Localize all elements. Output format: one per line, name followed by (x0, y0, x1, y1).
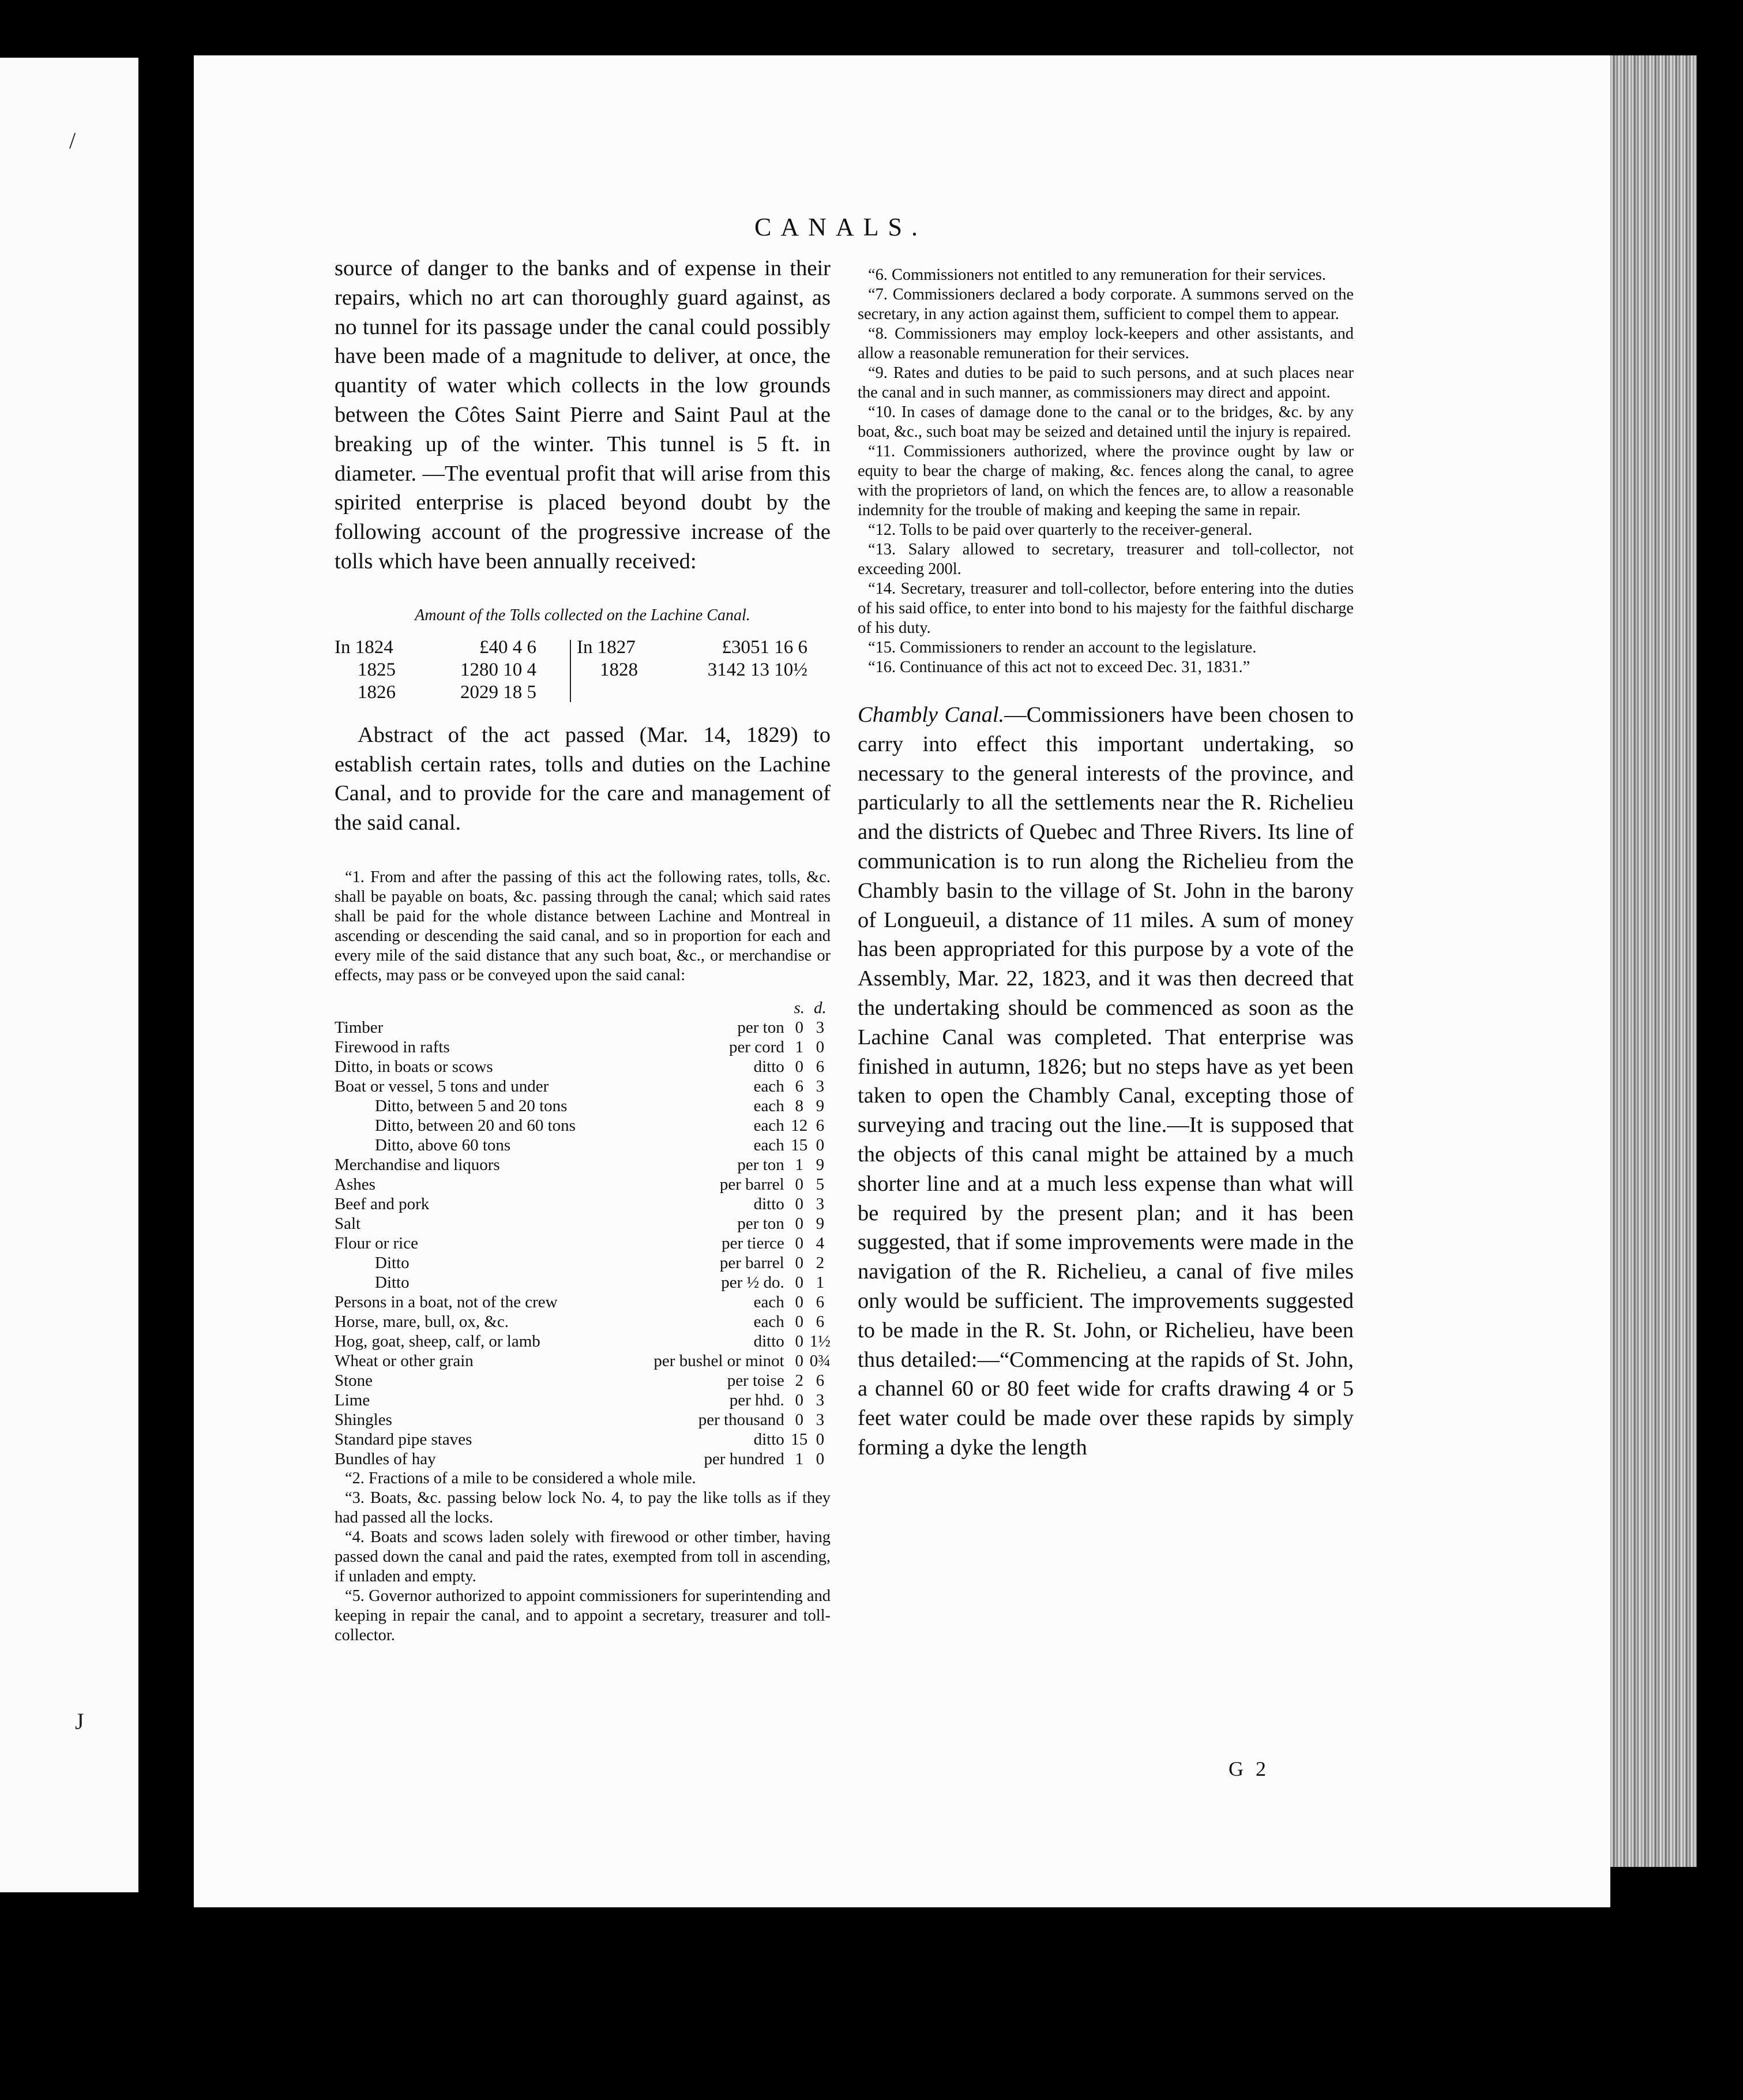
rate-shillings: 1 (795, 1037, 803, 1056)
rate-row (335, 1253, 831, 1273)
tolls-heading: Amount of the Tolls collected on the Lachine Canal. (415, 606, 750, 624)
rate-row (335, 1233, 831, 1253)
act-clauses-6-16 (858, 265, 1354, 677)
rate-unit: per ton (737, 1018, 784, 1037)
rate-unit: per ton (737, 1155, 784, 1174)
rate-item: Firewood in rafts (335, 1037, 450, 1056)
intro-paragraph: source of danger to the banks and of expense in their repairs, which no art can thoroughly guard against, as no tunnel for its passage under the canal could possibly have been made of a magnitude to deliver, at once, the quantity of water which collects in the low grounds between the Côtes Saint Pierre and Saint Paul at the breaking up of the winter. This tunnel is 5 ft. in diameter. —The eventual profit that will arise from this spirited enterprise is placed beyond doubt by the following account of the progressive increase of the tolls which have been annually received: (335, 256, 831, 573)
rate-item: Lime (335, 1390, 370, 1409)
rate-pence: 0¾ (809, 1351, 831, 1370)
rate-unit: per thousand (698, 1410, 784, 1429)
rate-item: Beef and pork (335, 1194, 430, 1213)
act-clause: “13. Salary allowed to secretary, treasurer and toll-collector, not exceeding 200l. (858, 541, 1354, 578)
rate-pence: 3 (816, 1018, 825, 1037)
act-clause: “7. Commissioners declared a body corporate. A summons served on the secretary, in any action against them, sufficient to compel them to appear. (858, 286, 1354, 323)
toll-amount: 2029 18 5 (460, 681, 536, 703)
rate-item: Boat or vessel, 5 tons and under (335, 1077, 549, 1096)
rate-item: Wheat or other grain (335, 1351, 474, 1370)
rate-shillings: 6 (795, 1077, 803, 1096)
scan-mark: J (75, 1708, 84, 1734)
toll-year: 1828 (600, 659, 638, 680)
adjacent-page-edge (0, 58, 138, 1892)
act-clause: “2. Fractions of a mile to be considered a whole mile. (345, 1469, 696, 1487)
act-clause-1: “1. From and after the passing of this act the following rates, tolls, &c. shall be payable on boats, &c. passing through the canal; which said rates shall be paid for the whole distance between Lachine and Montreal in ascending or descending the said canal, and so in proportion for each and every mile of the said distance that any such boat, &c., or merchandise or effects, may pass or be conveyed upon the said canal: (335, 868, 831, 984)
rate-shillings: 12 (791, 1116, 808, 1135)
rate-pence: 5 (816, 1175, 825, 1194)
rate-pence: 6 (816, 1371, 825, 1390)
rate-pence: 9 (816, 1155, 825, 1174)
rate-unit: per cord (728, 1037, 784, 1056)
rate-pence: 0 (816, 1449, 825, 1468)
right-column (858, 265, 1354, 1462)
toll-amount: £3051 16 6 (722, 636, 807, 658)
rate-unit: each (753, 1135, 784, 1154)
rate-pence: 9 (816, 1214, 825, 1233)
rate-unit: each (753, 1116, 784, 1135)
rate-unit: ditto (753, 1332, 784, 1351)
act-clause: “15. Commissioners to render an account to the legislature. (868, 639, 1257, 657)
rate-row (335, 1155, 831, 1175)
rate-unit: per ½ do. (721, 1273, 784, 1292)
toll-row (358, 681, 536, 704)
rates-table (335, 998, 831, 1469)
rate-unit: per barrel (719, 1253, 784, 1272)
rate-shillings: 8 (795, 1096, 803, 1115)
rate-pence: 3 (816, 1077, 825, 1096)
rate-pence: 4 (816, 1233, 825, 1252)
rate-unit: each (753, 1292, 784, 1311)
toll-row (335, 636, 536, 659)
act-clause: “14. Secretary, treasurer and toll-collector, before entering into the duties of his said office, to enter into bond to his majesty for the faithful discharge of his duty. (858, 580, 1354, 637)
rate-item: Ditto (375, 1273, 410, 1292)
rate-unit: ditto (753, 1057, 784, 1076)
rate-item: Ditto, between 20 and 60 tons (375, 1116, 576, 1135)
rate-unit: per hundred (704, 1449, 784, 1468)
rate-row (335, 1292, 831, 1312)
rate-unit: per barrel (719, 1175, 784, 1194)
rate-item: Persons in a boat, not of the crew (335, 1292, 558, 1311)
rate-row (335, 1430, 831, 1449)
rate-shillings: 1 (795, 1449, 803, 1468)
rate-row (335, 1194, 831, 1214)
act-clause: “12. Tolls to be paid over quarterly to the receiver-general. (868, 521, 1253, 539)
act-abstract: Abstract of the act passed (Mar. 14, 1829) to establish certain rates, tolls and duties on the Lachine Canal, and to provide for the care and management of the said canal. (335, 722, 831, 835)
rate-item: Ashes (335, 1175, 375, 1194)
rate-row (335, 1057, 831, 1077)
act-clause: “11. Commissioners authorized, where the province ought by law or equity to bear the charge of making, &c. fences along the canal, to agree with the proprietors of land, on which the fences are, to allow a reasonable indemnity for the trouble of making and keeping the same in repair. (858, 442, 1354, 519)
rate-pence: 3 (816, 1390, 825, 1409)
rate-unit: per hhd. (729, 1390, 784, 1409)
rate-pence: 0 (816, 1135, 825, 1154)
rate-row (335, 1312, 831, 1332)
rate-pence: 1½ (809, 1332, 831, 1351)
rate-pence: 6 (816, 1312, 825, 1331)
rate-row (335, 1332, 831, 1351)
rate-row (335, 1018, 831, 1037)
rate-item: Ditto, between 5 and 20 tons (375, 1096, 568, 1115)
rate-shillings: 0 (795, 1351, 803, 1370)
rate-pence: 1 (816, 1273, 825, 1292)
rates-header-row (335, 998, 831, 1018)
rate-row (335, 1273, 831, 1292)
rate-pence: 9 (816, 1096, 825, 1115)
chambly-canal-paragraph (858, 700, 1354, 1462)
rate-item: Salt (335, 1214, 361, 1233)
rate-pence: 6 (816, 1292, 825, 1311)
rate-row (335, 1175, 831, 1194)
toll-amount: 1280 10 4 (460, 659, 536, 680)
act-clause: “16. Continuance of this act not to exceed Dec. 31, 1831.” (868, 658, 1250, 676)
act-clause: “5. Governor authorized to appoint commissioners for superintending and keeping in repair the canal, and to appoint a secretary, treasurer and toll-collector. (335, 1587, 831, 1644)
rate-item: Ditto, in boats or scows (335, 1057, 493, 1076)
rate-row (335, 1135, 831, 1155)
rate-item: Hog, goat, sheep, calf, or lamb (335, 1332, 540, 1351)
rate-row (335, 1351, 831, 1371)
pence-header: d. (814, 998, 827, 1017)
act-clauses-2-5 (335, 1469, 831, 1645)
rate-row (335, 1390, 831, 1410)
rate-shillings: 0 (795, 1410, 803, 1429)
rate-unit: each (753, 1077, 784, 1096)
rate-pence: 0 (816, 1430, 825, 1449)
rate-unit: each (753, 1096, 784, 1115)
act-clause: “3. Boats, &c. passing below lock No. 4, to pay the like tolls as if they had passed all the locks. (335, 1488, 831, 1527)
act-clause: “10. In cases of damage done to the canal or to the bridges, &c. by any boat, &c., such boat may be seized and detained until the injury is repaired. (858, 403, 1354, 441)
rate-row (335, 1410, 831, 1430)
rate-item: Merchandise and liquors (335, 1155, 500, 1174)
act-clause: “9. Rates and duties to be paid to such persons, and at such places near the canal and in such manner, as commissioners may direct and appoint. (858, 364, 1354, 402)
rate-row (335, 1214, 831, 1233)
rate-item: Stone (335, 1371, 373, 1390)
rate-shillings: 0 (795, 1273, 803, 1292)
act-clause: “8. Commissioners may employ lock-keepers and other assistants, and allow a reasonable remuneration for their services. (858, 325, 1354, 362)
rate-unit: ditto (753, 1430, 784, 1449)
rate-item: Flour or rice (335, 1233, 418, 1252)
rate-unit: per ton (737, 1214, 784, 1233)
rate-row (335, 1037, 831, 1057)
rate-item: Bundles of hay (335, 1449, 436, 1468)
rate-row (335, 1077, 831, 1096)
toll-row (577, 636, 807, 659)
toll-row (358, 659, 536, 681)
rate-pence: 3 (816, 1194, 825, 1213)
act-clause: “6. Commissioners not entitled to any remuneration for their services. (868, 266, 1326, 284)
rate-pence: 3 (816, 1410, 825, 1429)
rate-shillings: 0 (795, 1292, 803, 1311)
toll-year: 1825 (358, 659, 396, 680)
rate-shillings: 0 (795, 1194, 803, 1213)
rate-shillings: 2 (795, 1371, 803, 1390)
chambly-canal-heading: Chambly Canal. (858, 703, 1005, 727)
rate-unit: per bushel or minot (653, 1351, 784, 1370)
rate-shillings: 0 (795, 1312, 803, 1331)
toll-amount: 3142 13 10½ (707, 659, 807, 680)
rate-shillings: 0 (795, 1332, 803, 1351)
running-head: CANALS. (754, 213, 927, 241)
toll-year: 1826 (358, 681, 396, 703)
tolls-divider (570, 640, 571, 702)
rate-shillings: 15 (791, 1135, 808, 1154)
signature-mark: G 2 (1229, 1757, 1269, 1780)
rate-item: Standard pipe staves (335, 1430, 472, 1449)
rate-shillings: 0 (795, 1018, 803, 1037)
rate-unit: ditto (753, 1194, 784, 1213)
toll-year: In 1827 (577, 636, 636, 658)
toll-row (600, 659, 807, 681)
rate-row (335, 1116, 831, 1135)
rate-row (335, 1371, 831, 1390)
rate-unit: per tierce (722, 1233, 784, 1252)
rate-pence: 6 (816, 1057, 825, 1076)
rate-shillings: 1 (795, 1155, 803, 1174)
rate-item: Ditto, above 60 tons (375, 1135, 511, 1154)
act-clause: “4. Boats and scows laden solely with firewood or other timber, having passed down the canal and paid the rates, exempted from toll in ascending, if unladen and empty. (335, 1528, 831, 1585)
rate-shillings: 0 (795, 1233, 803, 1252)
rate-shillings: 15 (791, 1430, 808, 1449)
rate-item: Shingles (335, 1410, 392, 1429)
rate-item: Ditto (375, 1253, 410, 1272)
rate-pence: 0 (816, 1037, 825, 1056)
rate-item: Horse, mare, bull, ox, &c. (335, 1312, 509, 1331)
rate-item: Timber (335, 1018, 384, 1037)
rate-row (335, 1449, 831, 1469)
chambly-canal-text: —Commissioners have been chosen to carry into effect this important undertaking, so necessary to the general interests of the province, and particularly to all the settlements near the R. Richelieu and the districts of Quebec and Three Rivers. Its line of communication is to run along the Richelieu from the Chambly basin to the village of St. John in the barony of Longueuil, a distance of 11 miles. A sum of money has been appropriated for this purpose by a vote of the Assembly, Mar. 22, 1823, and it was then decreed that the undertaking should be commenced as soon as the Lachine Canal was completed. That enterprise was finished in autumn, 1826; but no steps have as yet been taken to open the Chambly Canal, excepting those of surveying and tracing out the line.—It is supposed that the objects of this canal might be attained by a much shorter line and at a much less expense than what will be required by the present plan; and it has been suggested, that if some improvements were made in the navigation of the R. Richelieu, a canal of five miles only would be sufficient. The improvements suggested to be made in the R. St. John, or Richelieu, have been thus detailed:—“Commencing at the rapids of St. John, a channel 60 or 80 feet wide for crafts drawing 4 or 5 feet water could be made over these rapids by simply forming a dyke the length (858, 703, 1354, 1460)
rate-shillings: 0 (795, 1214, 803, 1233)
rate-shillings: 0 (795, 1175, 803, 1194)
rate-unit: each (753, 1312, 784, 1331)
shillings-header: s. (794, 998, 805, 1017)
rate-pence: 2 (816, 1253, 825, 1272)
page-stack-edge (1610, 55, 1697, 1867)
tolls-table (335, 636, 831, 706)
toll-year: In 1824 (335, 636, 393, 658)
left-column (335, 254, 831, 1645)
rate-shillings: 0 (795, 1390, 803, 1409)
toll-amount: £40 4 6 (479, 636, 536, 658)
rate-pence: 6 (816, 1116, 825, 1135)
scan-mark: / (69, 127, 76, 153)
rate-unit: per toise (727, 1371, 784, 1390)
rate-shillings: 0 (795, 1057, 803, 1076)
rate-shillings: 0 (795, 1253, 803, 1272)
rate-row (335, 1096, 831, 1116)
